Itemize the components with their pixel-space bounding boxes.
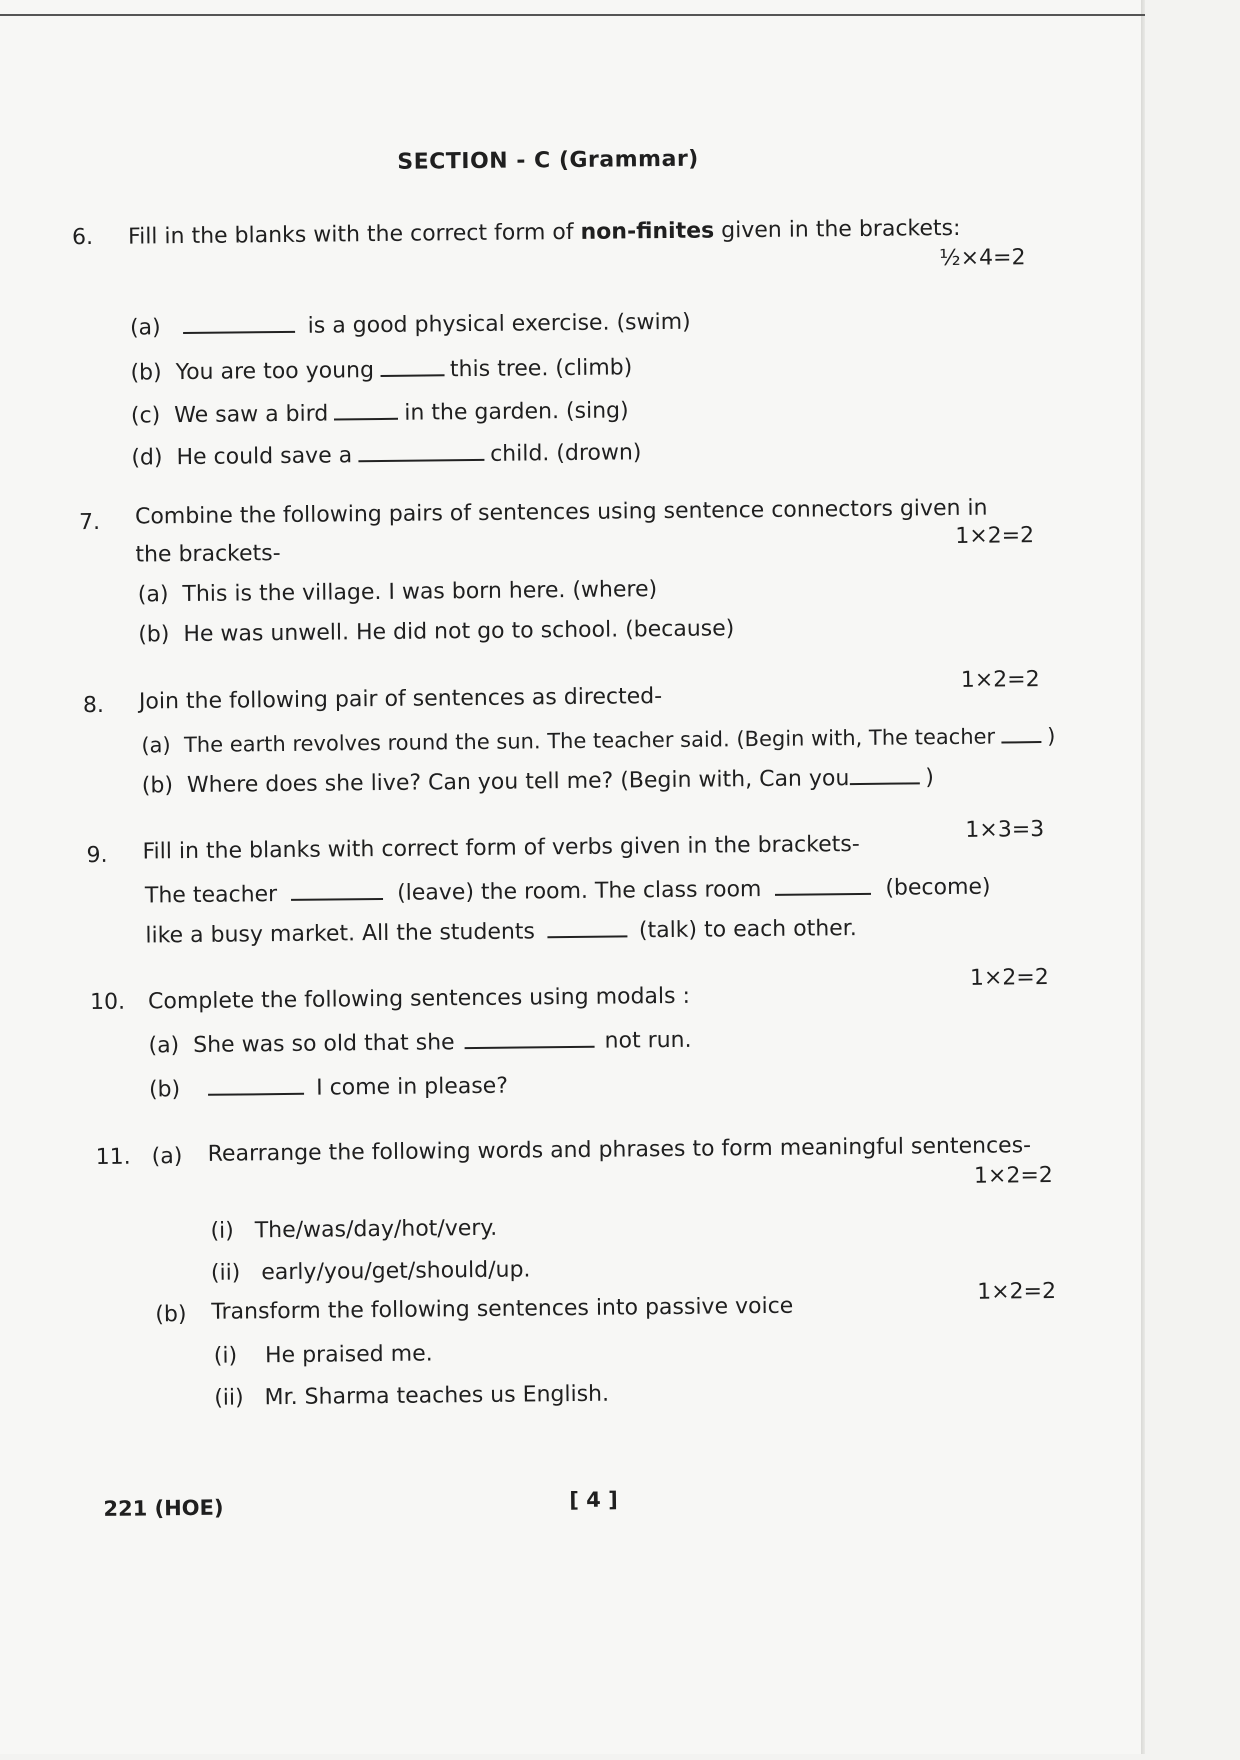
- q6-item-d-after: child. (drown): [490, 440, 642, 467]
- q11-part-a-marks: 1×2=2: [973, 1162, 1053, 1189]
- q7-text-line2: the brackets-: [135, 541, 281, 568]
- q11-number: 11.: [95, 1144, 131, 1170]
- q6-item-d-blank: [358, 441, 484, 462]
- page-number: [ 4 ]: [569, 1487, 618, 1513]
- q7-marks: 1×2=2: [955, 523, 1035, 549]
- q6-item-d: [131, 439, 641, 470]
- section-title: SECTION - C (Grammar): [397, 146, 699, 175]
- q8-item-b-label: (b): [141, 773, 174, 799]
- q10-item-b: [149, 1073, 508, 1103]
- q10-item-b-label: (b): [148, 1077, 181, 1103]
- q9-line2-a: like a busy market. All the students: [145, 919, 536, 949]
- q6-item-c-label: (c): [130, 403, 161, 429]
- q10-marks: 1×2=2: [969, 964, 1049, 991]
- q7-number: 7.: [78, 509, 101, 536]
- q6-item-c: [131, 397, 629, 428]
- q6-item-b-blank: [380, 356, 444, 377]
- q6-number: 6.: [71, 224, 94, 251]
- q10-text: Complete the following sentences using modals :: [147, 983, 691, 1015]
- q8-item-a: [141, 723, 1055, 758]
- q6-item-a-blank: [183, 313, 295, 334]
- q8-item-a-after: ): [1046, 723, 1056, 748]
- q9-text: Fill in the blanks with correct form of verbs given in the brackets-: [142, 831, 860, 865]
- q6-item-b-after: this tree. (climb): [449, 355, 633, 383]
- q6-item-a-label: (a): [129, 315, 161, 341]
- q9-line2-b: (talk) to each other.: [638, 916, 857, 944]
- q7-item-a: [138, 577, 658, 607]
- q6-item-b-label: (b): [130, 360, 162, 386]
- q6-text-before: Fill in the blanks with the correct form of: [127, 219, 581, 250]
- q11-part-b-marks: 1×2=2: [977, 1278, 1057, 1305]
- q11-a-item-i-text: The/was/day/hot/very.: [254, 1215, 498, 1244]
- q11-b-item-ii: [214, 1382, 609, 1411]
- q7-item-a-label: (a): [137, 582, 169, 608]
- q6-item-c-blank: [334, 400, 398, 421]
- q10-item-a-blank: [464, 1028, 594, 1049]
- q7-item-b: [138, 616, 734, 647]
- q7-item-b-text: He was unwell. He did not go to school. (because): [183, 616, 735, 648]
- q9-line1-c: (become): [885, 874, 991, 901]
- q8-item-b: [142, 764, 934, 798]
- q6-item-c-after: in the garden. (sing): [404, 398, 629, 426]
- q9-line1: [145, 874, 991, 909]
- q7-text-line1: Combine the following pairs of sentences using sentence connectors given in: [134, 495, 988, 530]
- q10-item-a-before: She was so old that she: [193, 1030, 455, 1058]
- q11-b-item-i: [214, 1341, 433, 1368]
- q6-item-b-before: You are too young: [175, 358, 375, 386]
- q6-item-b: [130, 354, 632, 385]
- q9-blank-1: [291, 880, 383, 901]
- q6-item-c-before: We saw a bird: [174, 401, 329, 429]
- q9-line2: [145, 915, 857, 948]
- q11-b-item-ii-text: Mr. Sharma teaches us English.: [264, 1381, 610, 1411]
- q11-a-item-i-label: (i): [210, 1218, 234, 1244]
- q11-part-b-text: Transform the following sentences into passive voice: [211, 1293, 794, 1325]
- q11-part-a-label: (a): [151, 1144, 183, 1170]
- q10-item-b-blank: [208, 1075, 304, 1096]
- q10-item-a: [148, 1027, 691, 1059]
- q10-item-a-label: (a): [148, 1033, 180, 1059]
- q9-blank-2: [775, 875, 871, 896]
- q6-text-after: given in the brackets:: [714, 215, 961, 244]
- q6-item-a: [130, 309, 691, 341]
- q8-marks: 1×2=2: [960, 667, 1040, 693]
- paper-code: 221 (HOE): [103, 1495, 224, 1521]
- q9-line1-b: (leave) the room. The class room: [397, 877, 762, 906]
- q6-item-d-before: He could save a: [176, 443, 353, 471]
- q11-part-b-label: (b): [155, 1302, 187, 1328]
- q9-line1-a: The teacher: [144, 882, 278, 909]
- q9-blank-3: [547, 917, 627, 938]
- q11-a-item-ii: [211, 1257, 531, 1285]
- q7-item-b-label: (b): [138, 622, 170, 648]
- q10-item-b-after: I come in please?: [316, 1073, 509, 1101]
- q11-a-item-i: [210, 1216, 497, 1244]
- q6-text-bold: non-finites: [580, 218, 715, 245]
- q6-marks: ½×4=2: [939, 245, 1026, 272]
- q11-b-item-ii-label: (ii): [214, 1385, 244, 1411]
- q8-item-a-blank: [1001, 723, 1041, 743]
- q11-b-item-i-label: (i): [213, 1343, 238, 1369]
- q8-item-a-before: The earth revolves round the sun. The teacher said. (Begin with, The teacher: [183, 724, 996, 758]
- q9-number: 9.: [86, 842, 108, 869]
- q11-a-item-ii-text: early/you/get/should/up.: [261, 1257, 531, 1286]
- q10-item-a-after: not run.: [604, 1027, 692, 1054]
- q8-item-b-blank: [849, 764, 919, 785]
- q8-item-a-label: (a): [141, 733, 171, 758]
- q8-item-b-before: Where does she live? Can you tell me? (Begin with, Can you: [186, 766, 850, 799]
- q9-marks: 1×3=3: [965, 817, 1045, 843]
- q8-text: Join the following pair of sentences as directed-: [138, 684, 663, 715]
- q7-item-a-text: This is the village. I was born here. (where): [182, 577, 658, 608]
- q10-number: 10.: [89, 989, 126, 1016]
- q6-item-d-label: (d): [131, 445, 163, 471]
- q8-item-b-after: ): [925, 765, 935, 791]
- q6-text: [128, 216, 961, 250]
- q11-b-item-i-text: He praised me.: [264, 1341, 433, 1369]
- q11-a-item-ii-label: (ii): [210, 1260, 241, 1286]
- q11-part-a-text: Rearrange the following words and phrases to form meaningful sentences-: [207, 1133, 1032, 1167]
- q6-item-a-after: is a good physical exercise. (swim): [307, 309, 691, 339]
- q8-number: 8.: [82, 692, 105, 719]
